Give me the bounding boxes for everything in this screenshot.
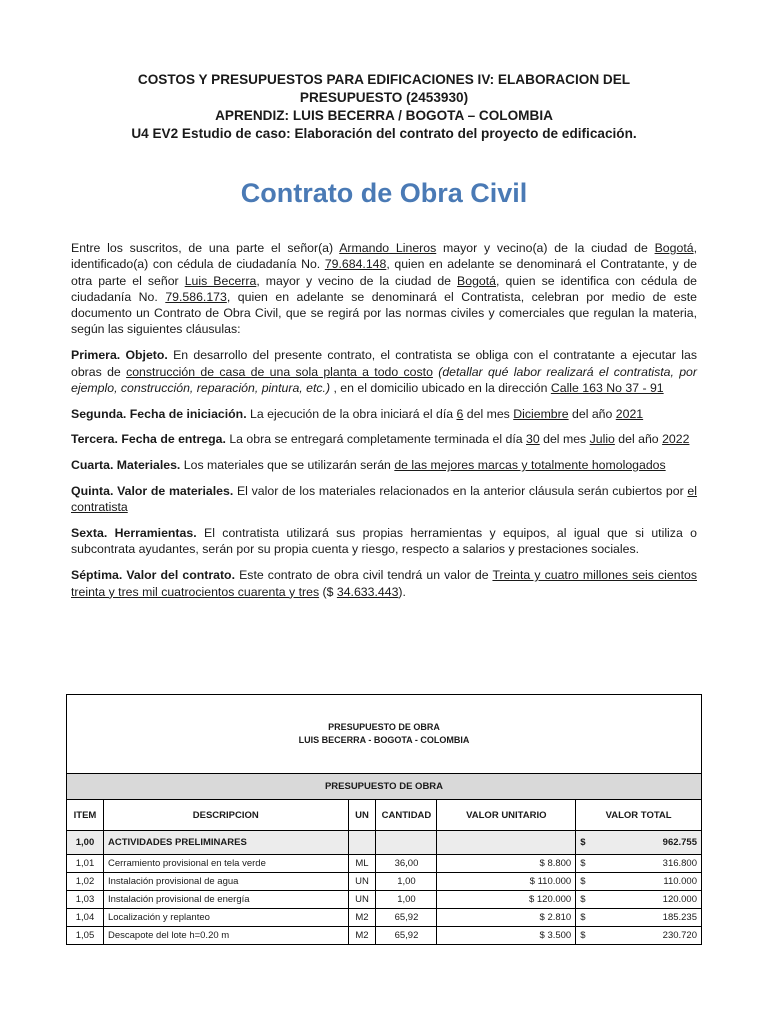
header-line-1: COSTOS Y PRESUPUESTOS PARA EDIFICACIONES IV: ELABORACION DEL: [137, 72, 631, 87]
clause-text: , en el domicilio ubicado en la dirección: [330, 380, 551, 395]
valor-numero: 34.633.443: [336, 584, 399, 599]
row-description: Cerramiento provisional en tela verde: [103, 855, 348, 873]
intro-paragraph: [71, 240, 697, 338]
clause-septima: [71, 567, 697, 600]
row-quantity: 36,00: [376, 855, 437, 873]
clause-note: (detallar qué labor realizará el contratista, por ejemplo, construcción, reparación, pintura, etc.): [71, 364, 697, 395]
intro-text: , identificado(a) con cédula de ciudadanía No.: [71, 241, 697, 272]
clause-text: del mes: [463, 406, 514, 421]
obra-description: construcción de casa de una sola planta a todo costo: [126, 364, 433, 379]
end-month: Julio: [589, 432, 615, 447]
group-total: 962.755: [662, 837, 697, 848]
column-header: DESCRIPCION: [103, 800, 348, 831]
clause-text: del mes: [539, 432, 590, 447]
budget-table: [66, 694, 702, 945]
header-line-2: PRESUPUESTO (2453930): [299, 90, 469, 105]
table-row: [67, 927, 702, 945]
clause-text: En desarrollo del presente contrato, el contratista se obliga con el contratante a ejecutar las obras de: [71, 348, 697, 379]
row-unit: M2: [348, 927, 376, 945]
row-item: 1,01: [67, 855, 104, 873]
intro-text: , mayor y vecino de la ciudad de: [256, 273, 458, 288]
contratante-name: Armando Lineros: [339, 241, 437, 255]
currency-symbol: $: [580, 837, 586, 848]
intro-text: , quien se identifica con cédula de ciudadanía No.: [71, 273, 697, 304]
row-description: Instalación provisional de energía: [103, 891, 348, 909]
materiales-responsable: el contratista: [71, 484, 697, 515]
row-description: Localización y replanteo: [103, 909, 348, 927]
row-total: 316.800: [662, 858, 697, 869]
column-header: CANTIDAD: [376, 800, 437, 831]
intro-text: Entre los suscritos, de una parte el señor(a): [71, 241, 340, 255]
row-unit: UN: [348, 873, 376, 891]
clause-sexta: [71, 525, 697, 558]
column-header: VALOR UNITARIO: [437, 800, 576, 831]
row-item: 1,04: [67, 909, 104, 927]
cedula-1: 79.684.148: [324, 257, 387, 272]
intro-text: , quien en adelante se denominará el Contratante, y de otra parte el señor: [71, 257, 697, 288]
document-title: Contrato de Obra Civil: [240, 178, 528, 208]
row-quantity: 1,00: [376, 891, 437, 909]
row-quantity: 65,92: [376, 909, 437, 927]
row-unit-value: $ 110.000: [437, 873, 576, 891]
clause-primera: [71, 347, 697, 396]
row-total: 120.000: [662, 894, 697, 905]
row-unit: ML: [348, 855, 376, 873]
clause-segunda: [71, 406, 697, 422]
materiales-description: de las mejores marcas y totalmente homologados: [394, 458, 666, 473]
row-total: 110.000: [663, 876, 697, 887]
clause-text: El contratista utilizará sus propias herramientas y equipos, al igual que si utiliza o subcontrata ayudantes, serán por su propia cuenta y riesgo, respecto a salarios y prestaciones sociales.: [71, 526, 697, 557]
table-header-row: [67, 800, 702, 831]
budget-table-container: [66, 694, 702, 945]
table-subtitle: LUIS BECERRA - BOGOTA - COLOMBIA: [298, 735, 470, 745]
clause-text: La obra se entregará completamente terminada el día: [225, 432, 527, 447]
table-row: [67, 909, 702, 927]
table-title: PRESUPUESTO DE OBRA: [328, 722, 440, 732]
group-item: 1,00: [67, 831, 104, 855]
row-item: 1,02: [67, 873, 104, 891]
group-description: ACTIVIDADES PRELIMINARES: [103, 831, 348, 855]
intro-text: , quien en adelante se denominará el Contratista, celebran por medio de este documento un Contrato de Obra Civil, que se regirá por las normas civiles y comerciales que regulan la materia, según las siguientes cláusulas:: [71, 289, 697, 337]
clause-label: Tercera. Fecha de entrega.: [71, 432, 226, 447]
table-title-row: [67, 695, 702, 774]
row-quantity: 65,92: [376, 927, 437, 945]
document-header: [80, 71, 688, 143]
ciudad-1: Bogotá: [654, 241, 694, 255]
clause-tercera: [71, 431, 697, 447]
table-row: [67, 891, 702, 909]
valor-letras: Treinta y cuatro millones seis cientos treinta y tres mil cuatrocientos cuarenta y tres: [71, 568, 697, 599]
cedula-2: 79.586.173: [165, 289, 227, 304]
currency-symbol: $: [580, 912, 586, 923]
intro-text: mayor y vecino(a) de la ciudad de: [436, 241, 655, 255]
currency-symbol: $: [580, 858, 586, 869]
clause-text: ($: [319, 584, 337, 599]
clause-cuarta: [71, 457, 697, 473]
row-total: 185.235: [662, 912, 697, 923]
header-line-3: APRENDIZ: LUIS BECERRA / BOGOTA – COLOMBIA: [215, 108, 553, 123]
clause-label: Quinta. Valor de materiales.: [71, 484, 234, 499]
contratista-name: Luis Becerra: [184, 273, 257, 288]
row-description: Instalación provisional de agua: [103, 873, 348, 891]
currency-symbol: $: [580, 930, 586, 941]
ciudad-2: Bogotá: [457, 273, 497, 288]
clause-quinta: [71, 483, 697, 516]
clause-label: Segunda. Fecha de iniciación.: [71, 406, 247, 421]
clause-label: Primera. Objeto.: [71, 348, 168, 363]
row-unit-value: $ 8.800: [437, 855, 576, 873]
clause-label: Sexta. Herramientas.: [71, 526, 197, 541]
currency-symbol: $: [580, 894, 586, 905]
row-item: 1,05: [67, 927, 104, 945]
clause-text: del año: [568, 406, 616, 421]
start-day: 6: [456, 406, 464, 421]
table-row: [67, 873, 702, 891]
column-header: ITEM: [67, 800, 104, 831]
column-header: UN: [348, 800, 376, 831]
obra-direccion: Calle 163 No 37 - 91: [550, 380, 664, 395]
table-section-row: [67, 774, 702, 800]
clause-text: Los materiales que se utilizarán serán: [180, 458, 395, 473]
table-row: [67, 855, 702, 873]
start-month: Diciembre: [513, 406, 569, 421]
clause-text: El valor de los materiales relacionados en la anterior cláusula serán cubiertos por: [233, 484, 688, 499]
row-unit-value: $ 3.500: [437, 927, 576, 945]
start-year: 2021: [615, 406, 644, 421]
row-unit-value: $ 120.000: [437, 891, 576, 909]
clause-label: Séptima. Valor del contrato.: [71, 568, 235, 583]
contract-body: [71, 240, 697, 609]
clause-text: La ejecución de la obra iniciará el día: [246, 406, 457, 421]
end-year: 2022: [662, 432, 690, 447]
clause-text: Este contrato de obra civil tendrá un valor de: [235, 568, 493, 583]
row-description: Descapote del lote h=0.20 m: [103, 927, 348, 945]
row-item: 1,03: [67, 891, 104, 909]
row-unit: UN: [348, 891, 376, 909]
clause-label: Cuarta. Materiales.: [71, 458, 181, 473]
clause-text: ).: [398, 584, 406, 599]
column-header: VALOR TOTAL: [576, 800, 702, 831]
clause-text: del año: [614, 432, 663, 447]
end-day: 30: [526, 432, 540, 447]
table-section-title: PRESUPUESTO DE OBRA: [67, 774, 702, 800]
row-total: 230.720: [662, 930, 697, 941]
row-unit-value: $ 2.810: [437, 909, 576, 927]
currency-symbol: $: [580, 876, 586, 887]
header-line-4: U4 EV2 Estudio de caso: Elaboración del contrato del proyecto de edificación.: [131, 126, 637, 141]
table-group-row: [67, 831, 702, 855]
row-quantity: 1,00: [376, 873, 437, 891]
row-unit: M2: [348, 909, 376, 927]
